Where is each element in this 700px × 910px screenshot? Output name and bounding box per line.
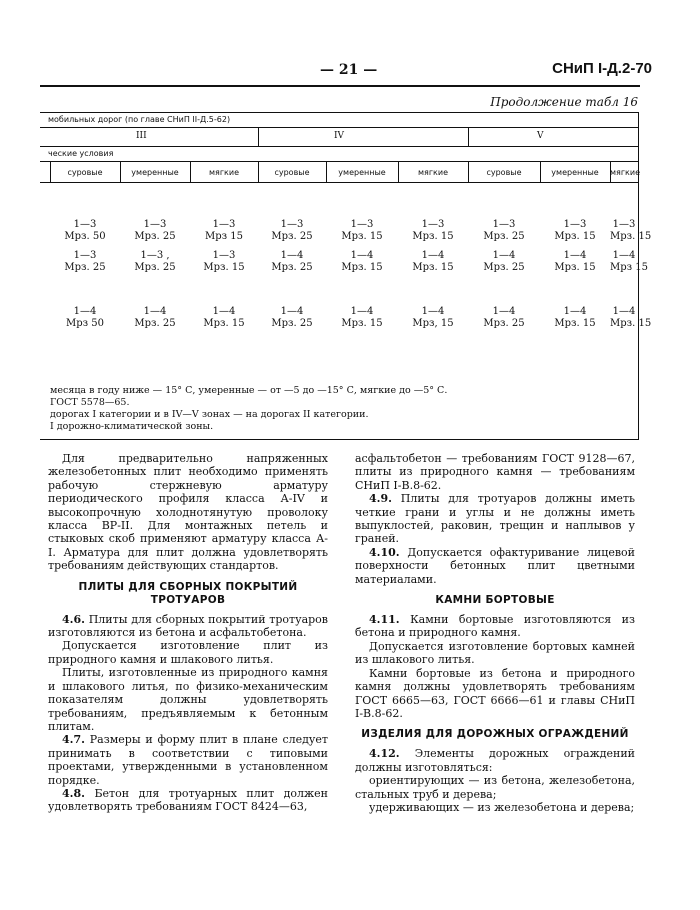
table-cell: 1—3 Мрз. 15 [554,219,596,242]
table-cell: 1—4 Мрз. 15 [554,306,596,329]
table-cell: 1—4 Мрз. 25 [483,306,525,329]
table-cell: 1—4 Мрз. 15 [203,306,245,329]
table-cell: 1—3 Мрз 15 [205,219,243,242]
column-header: суровые [67,168,103,177]
paragraph-4-12-b: ориентирующих — из бетона, железобетона, стальных труб и дерева; [355,774,635,801]
zone-label-iii: III [136,131,147,141]
table-cell: 1—4 Мрз. 15 [341,250,383,273]
clause-number: 4.10. [369,545,400,559]
clause-text: Размеры и форму плит в плане следует принимать в соответствии с типовыми проектами, утвержденными в установленном порядке. [48,733,328,787]
page-number: — 21 — [320,62,378,78]
clause-text: Бетон для тротуарных плит должен удовлетворять требованиям ГОСТ 8424—63, [48,786,328,814]
column-header: мягкие [208,168,239,177]
clause-number: 4.12. [369,747,400,761]
table-16-continued [40,112,652,440]
document-code: СНиП I-Д.2-70 [552,60,652,77]
table-cell: 1—3 , Мрз. 25 [134,250,176,273]
table-row-caption: ческие условия [48,149,114,158]
right-column [355,452,635,814]
paragraph-4-12-c: удерживающих — из железобетона и дерева; [369,800,635,814]
table-footnote-4: I дорожно-климатической зоны. [50,421,214,432]
paragraph-4-9 [355,492,635,546]
table-cell: 1—3 Мрз. 50 [64,219,106,242]
column-header: мягкие [610,168,641,177]
clause-text: Допускается офактуривание лицевой поверхности бетонных плит цветными материалами. [355,545,635,586]
table-cell: 1—4 Мрз 50 [66,306,104,329]
paragraph-4-6-c: Плиты, изготовленные из природного камня и шлакового литья, по физико-механическим показателям должны удовлетворять требованиям, предъявляемым к бетонным плитам. [48,666,328,733]
column-header: суровые [274,168,310,177]
table-cell: 1—3 Мрз. 25 [134,219,176,242]
paragraph-4-11 [355,613,635,640]
paragraph-4-7 [48,733,328,787]
left-column [48,452,328,814]
table-cell: 1—3 Мрз. 25 [64,250,106,273]
zone-label-iv: IV [334,131,345,141]
table-cell: 1—3 Мрз. 25 [483,219,525,242]
table-cell: 1—4 Мрз. 25 [134,306,176,329]
paragraph-4-8 [48,787,328,814]
table-cell: 1—4 Мрз, 15 [412,306,454,329]
table-cell: 1—4 Мрз. 15 [412,250,454,273]
column-header: мягкие [417,168,448,177]
table-cell: 1—3 Мрз. 15 [341,219,383,242]
table-cell: 1—4 Мрз. 25 [483,250,525,273]
paragraph-reinforcement: Для предварительно напряженных железобетонных плит необходимо применять рабочую стержневую арматуру периодического профиля класса А-IV и высокопрочную холоднотянутую проволоку класса ВР-II. Для монтажных петель и стыковых скоб применяют арматуру класса А-I. Арматура для плит должна удовлетворять требованиям действующих стандартов. [48,452,328,573]
section-heading-sidewalk-slabs: ПЛИТЫ ДЛЯ СБОРНЫХ ПОКРЫТИЙ ТРОТУАРОВ [78,580,298,606]
paragraph-4-11-b: Допускается изготовление бортовых камней из шлакового литья. [355,639,635,667]
table-cell: 1—4 Мрз 15 [610,250,648,273]
clause-number: 4.9. [369,492,392,506]
column-header: умеренные [131,168,179,177]
clause-number: 4.7. [62,733,85,747]
column-header: умеренные [551,168,599,177]
table-cell: 1—3 Мрз. 15 [203,250,245,273]
zone-divider [468,127,469,146]
clause-text: Плиты для сборных покрытий тротуаров изготовляются из бетона и асфальтобетона. [48,612,328,640]
clause-text: Плиты для тротуаров должны иметь четкие грани и углы и не должны иметь выпуклостей, раковин, трещин и наплывов у граней. [355,492,635,546]
zone-divider [258,127,259,146]
table-cell: 1—4 Мрз. 15 [554,250,596,273]
table-top-caption: мобильных дорог (по главе СНиП II-Д.5-62) [48,115,231,124]
table-footnote-3: дорогах I категории и в IV—V зонах — на дорогах II категории. [50,409,369,420]
clause-number: 4.11. [369,613,400,627]
table-cell: 1—3 Мрз. 15 [412,219,454,242]
table-cell: 1—4 Мрз. 25 [271,306,313,329]
clause-text: Камни бортовые изготовляются из бетона и природного камня. [355,613,635,640]
clause-number: 4.6. [62,612,85,626]
paragraph-4-11-c: Камни бортовые из бетона и природного камня должны удовлетворять требованиям ГОСТ 6665—63, ГОСТ 6666—61 и главы СНиП I-В.8-62. [355,666,635,720]
column-header: умеренные [338,168,386,177]
table-cell: 1—4 Мрз. 25 [271,250,313,273]
section-heading-road-barriers: ИЗДЕЛИЯ ДЛЯ ДОРОЖНЫХ ОГРАЖДЕНИЙ [361,728,629,741]
paragraph-4-6 [48,613,328,640]
section-heading-curbstones: КАМНИ БОРТОВЫЕ [435,594,555,607]
table-cell: 1—4 Мрз. 15 [341,306,383,329]
column-header: суровые [486,168,522,177]
table-cell: 1—3 Мрз. 15 [610,219,652,242]
table-footnote-1: месяца в году ниже — 15° С, умеренные — от —5 до —15° С, мягкие до —5° С. [50,385,448,396]
table-continuation-label: Продолжение табл 16 [490,95,638,109]
table-cell: 1—3 Мрз. 25 [271,219,313,242]
paragraph-4-10 [355,546,635,586]
table-footnote-2: ГОСТ 5578—65. [50,397,130,408]
header-rule [40,85,640,87]
paragraph-continued: асфальтобетон — требованиям ГОСТ 9128—67, плиты из природного камня — требованиям СНиП I-В.8-62. [355,452,635,492]
clause-number: 4.8. [62,786,85,800]
zone-label-v: V [537,131,544,141]
paragraph-4-12 [355,747,635,774]
paragraph-4-6-b: Допускается изготовление плит из природного камня и шлакового литья. [48,639,328,666]
table-cell: 1—4 Мрз. 15 [610,306,652,329]
clause-text: Элементы дорожных ограждений должны изготовляться: [355,747,635,774]
